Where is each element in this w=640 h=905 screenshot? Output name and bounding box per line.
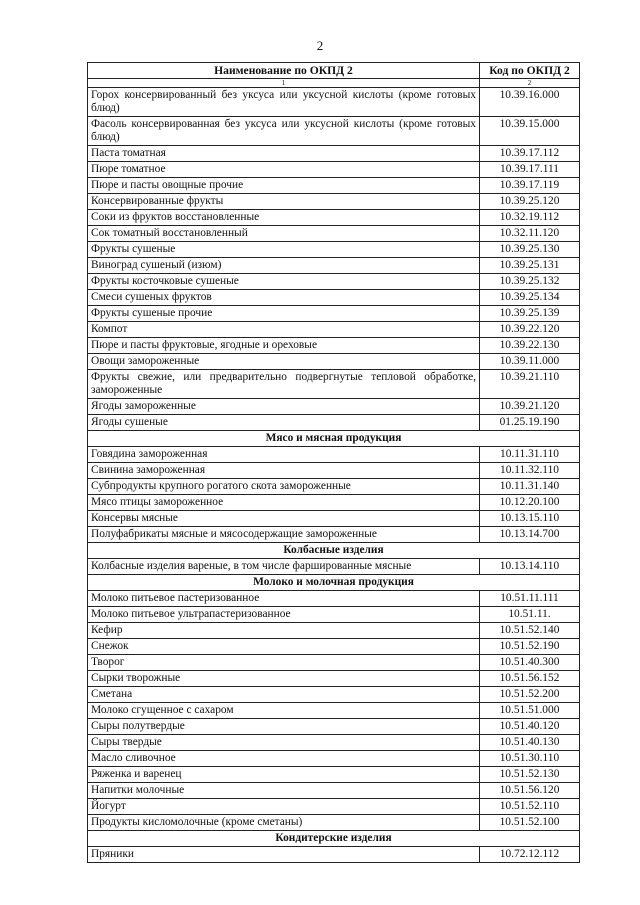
section-heading-row [88, 575, 580, 591]
okpd-code-cell: 10.39.17.112 [480, 146, 580, 162]
table-row [88, 639, 580, 655]
table-row [88, 399, 580, 415]
table-row [88, 751, 580, 767]
okpd-code-cell: 10.51.30.110 [480, 751, 580, 767]
table-row [88, 847, 580, 863]
okpd-code-cell: 10.32.11.120 [480, 226, 580, 242]
table-row [88, 162, 580, 178]
okpd-code-cell: 10.39.15.000 [480, 117, 580, 146]
table-row [88, 322, 580, 338]
okpd-code-cell: 10.51.40.300 [480, 655, 580, 671]
product-name-cell: Сметана [88, 687, 480, 703]
column-header-code: Код по ОКПД 2 [480, 63, 580, 79]
table-row [88, 242, 580, 258]
column-number-code: 2 [480, 79, 580, 88]
column-header-name: Наименование по ОКПД 2 [88, 63, 480, 79]
table-row [88, 767, 580, 783]
okpd-code-cell: 01.25.19.190 [480, 415, 580, 431]
okpd-code-cell: 10.11.31.140 [480, 479, 580, 495]
table-row [88, 559, 580, 575]
product-name-cell: Ряженка и варенец [88, 767, 480, 783]
okpd-code-cell: 10.51.52.190 [480, 639, 580, 655]
okpd-table [87, 62, 580, 863]
product-name-cell: Пюре и пасты фруктовые, ягодные и ореховые [88, 338, 480, 354]
section-heading-row [88, 831, 580, 847]
okpd-code-cell: 10.51.52.200 [480, 687, 580, 703]
product-name-cell: Говядина замороженная [88, 447, 480, 463]
product-name-cell: Фрукты сушеные [88, 242, 480, 258]
table-row [88, 258, 580, 274]
product-name-cell: Овощи замороженные [88, 354, 480, 370]
table-row [88, 117, 580, 146]
okpd-code-cell: 10.39.25.139 [480, 306, 580, 322]
okpd-code-cell: 10.39.25.130 [480, 242, 580, 258]
section-heading-row [88, 543, 580, 559]
product-name-cell: Пюре и пасты овощные прочие [88, 178, 480, 194]
table-row [88, 591, 580, 607]
table-row [88, 671, 580, 687]
section-heading: Колбасные изделия [88, 543, 580, 559]
table-row [88, 178, 580, 194]
product-name-cell: Сок томатный восстановленный [88, 226, 480, 242]
okpd-code-cell: 10.39.25.134 [480, 290, 580, 306]
okpd-code-cell: 10.13.14.700 [480, 527, 580, 543]
table-row [88, 479, 580, 495]
product-name-cell: Снежок [88, 639, 480, 655]
product-name-cell: Свинина замороженная [88, 463, 480, 479]
okpd-code-cell: 10.12.20.100 [480, 495, 580, 511]
table-row [88, 511, 580, 527]
product-name-cell: Молоко сгущенное с сахаром [88, 703, 480, 719]
section-heading: Кондитерские изделия [88, 831, 580, 847]
table-row [88, 719, 580, 735]
product-name-cell: Фрукты сушеные прочие [88, 306, 480, 322]
okpd-code-cell: 10.51.11. [480, 607, 580, 623]
table-row [88, 655, 580, 671]
section-heading: Молоко и молочная продукция [88, 575, 580, 591]
product-name-cell: Молоко питьевое ультрапастеризованное [88, 607, 480, 623]
column-number-name: 1 [88, 79, 480, 88]
product-name-cell: Пряники [88, 847, 480, 863]
okpd-code-cell: 10.11.31.110 [480, 447, 580, 463]
okpd-code-cell: 10.72.12.112 [480, 847, 580, 863]
product-name-cell: Консервированные фрукты [88, 194, 480, 210]
product-name-cell: Сырки творожные [88, 671, 480, 687]
table-header-row [88, 63, 580, 79]
okpd-code-cell: 10.51.11.111 [480, 591, 580, 607]
product-name-cell: Полуфабрикаты мясные и мясосодержащие замороженные [88, 527, 480, 543]
table-row [88, 370, 580, 399]
table-row [88, 735, 580, 751]
table-row [88, 703, 580, 719]
product-name-cell: Мясо птицы замороженное [88, 495, 480, 511]
product-name-cell: Соки из фруктов восстановленные [88, 210, 480, 226]
okpd-code-cell: 10.32.19.112 [480, 210, 580, 226]
product-name-cell: Кефир [88, 623, 480, 639]
table-row [88, 415, 580, 431]
table-row [88, 354, 580, 370]
okpd-code-cell: 10.39.11.000 [480, 354, 580, 370]
product-name-cell: Творог [88, 655, 480, 671]
table-row [88, 226, 580, 242]
product-name-cell: Йогурт [88, 799, 480, 815]
product-name-cell: Фрукты косточковые сушеные [88, 274, 480, 290]
product-name-cell: Пюре томатное [88, 162, 480, 178]
table-row [88, 815, 580, 831]
okpd-code-cell: 10.39.17.119 [480, 178, 580, 194]
product-name-cell: Сыры полутвердые [88, 719, 480, 735]
product-name-cell: Фрукты свежие, или предварительно подвергнутые тепловой обработке, замороженные [88, 370, 480, 399]
product-name-cell: Масло сливочное [88, 751, 480, 767]
product-name-cell: Горох консервированный без уксуса или уксусной кислоты (кроме готовых блюд) [88, 88, 480, 117]
table-row [88, 447, 580, 463]
okpd-code-cell: 10.51.52.100 [480, 815, 580, 831]
okpd-code-cell: 10.39.21.120 [480, 399, 580, 415]
product-name-cell: Компот [88, 322, 480, 338]
section-heading-row [88, 431, 580, 447]
table-row [88, 194, 580, 210]
table-row [88, 495, 580, 511]
product-name-cell: Субпродукты крупного рогатого скота замороженные [88, 479, 480, 495]
product-name-cell: Паста томатная [88, 146, 480, 162]
table-row [88, 210, 580, 226]
section-heading: Мясо и мясная продукция [88, 431, 580, 447]
table-row [88, 607, 580, 623]
product-name-cell: Виноград сушеный (изюм) [88, 258, 480, 274]
product-name-cell: Смеси сушеных фруктов [88, 290, 480, 306]
product-name-cell: Фасоль консервированная без уксуса или уксусной кислоты (кроме готовых блюд) [88, 117, 480, 146]
table-row [88, 290, 580, 306]
product-name-cell: Напитки молочные [88, 783, 480, 799]
okpd-code-cell: 10.39.16.000 [480, 88, 580, 117]
table-row [88, 306, 580, 322]
table-row [88, 88, 580, 117]
product-name-cell: Молоко питьевое пастеризованное [88, 591, 480, 607]
product-name-cell: Сыры твердые [88, 735, 480, 751]
okpd-code-cell: 10.39.22.130 [480, 338, 580, 354]
okpd-code-cell: 10.39.21.110 [480, 370, 580, 399]
okpd-code-cell: 10.51.40.120 [480, 719, 580, 735]
product-name-cell: Продукты кисломолочные (кроме сметаны) [88, 815, 480, 831]
product-name-cell: Консервы мясные [88, 511, 480, 527]
okpd-code-cell: 10.39.25.131 [480, 258, 580, 274]
okpd-code-cell: 10.51.51.000 [480, 703, 580, 719]
okpd-code-cell: 10.51.52.140 [480, 623, 580, 639]
okpd-code-cell: 10.13.15.110 [480, 511, 580, 527]
okpd-code-cell: 10.13.14.110 [480, 559, 580, 575]
table-row [88, 783, 580, 799]
product-name-cell: Колбасные изделия вареные, в том числе фаршированные мясные [88, 559, 480, 575]
okpd-code-cell: 10.11.32.110 [480, 463, 580, 479]
table-row [88, 146, 580, 162]
table-row [88, 687, 580, 703]
table-row [88, 527, 580, 543]
okpd-code-cell: 10.39.25.132 [480, 274, 580, 290]
page-number: 2 [316, 38, 324, 53]
table-row [88, 338, 580, 354]
okpd-code-cell: 10.51.40.130 [480, 735, 580, 751]
okpd-code-cell: 10.51.52.110 [480, 799, 580, 815]
okpd-code-cell: 10.51.52.130 [480, 767, 580, 783]
okpd-code-cell: 10.51.56.120 [480, 783, 580, 799]
column-number-row [88, 79, 580, 88]
table-body [88, 88, 580, 863]
okpd-code-cell: 10.39.25.120 [480, 194, 580, 210]
okpd-code-cell: 10.51.56.152 [480, 671, 580, 687]
product-name-cell: Ягоды замороженные [88, 399, 480, 415]
table-row [88, 623, 580, 639]
table-row [88, 799, 580, 815]
product-name-cell: Ягоды сушеные [88, 415, 480, 431]
table-row [88, 463, 580, 479]
okpd-code-cell: 10.39.22.120 [480, 322, 580, 338]
okpd-code-cell: 10.39.17.111 [480, 162, 580, 178]
table-row [88, 274, 580, 290]
